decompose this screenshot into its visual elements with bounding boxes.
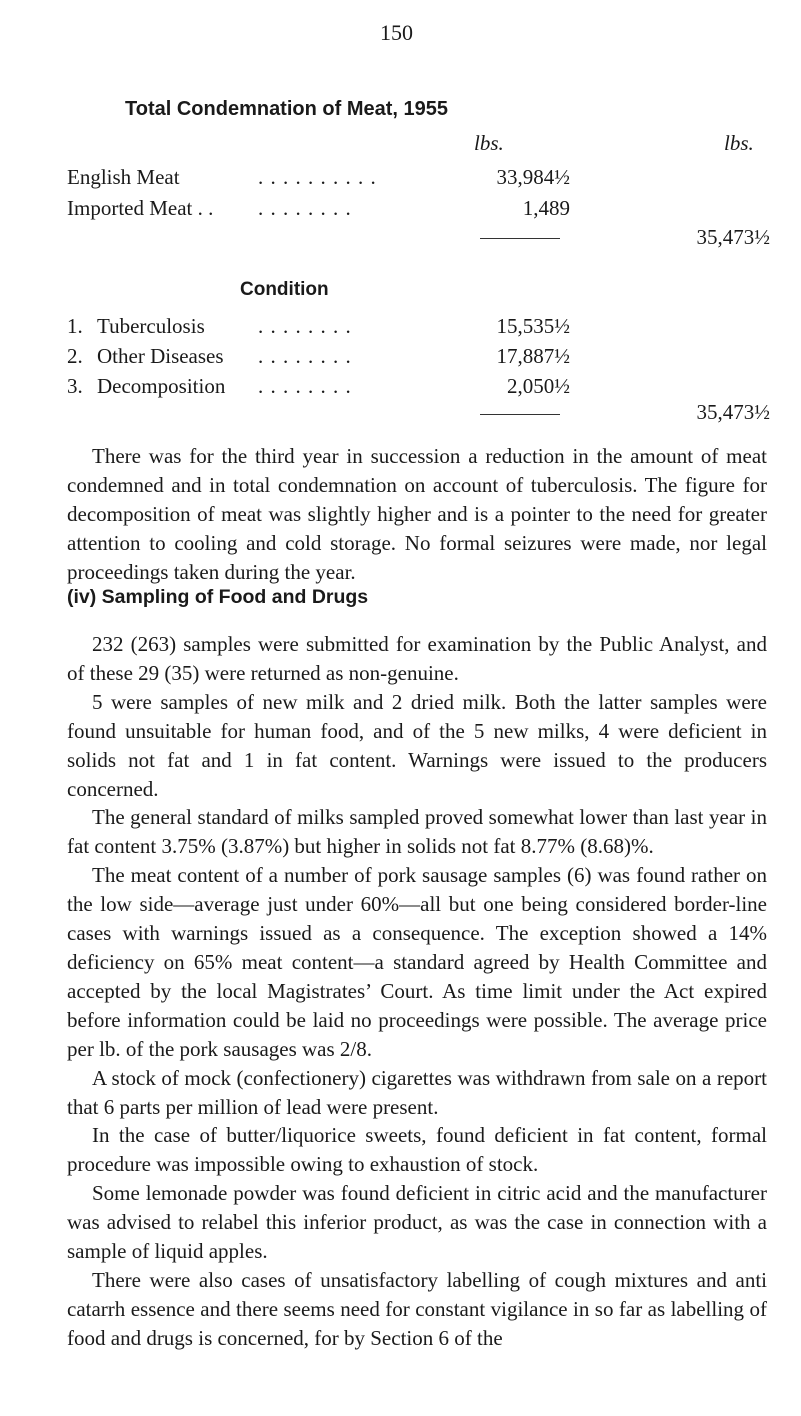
row-value-imported-meat: 1,489 xyxy=(522,196,570,220)
table-title: Total Condemnation of Meat, 1955 xyxy=(125,98,448,120)
condition-num-2: 2. xyxy=(67,344,83,368)
condition-label-decomposition: Decomposition xyxy=(97,374,226,398)
condition-heading: Condition xyxy=(240,279,329,300)
condition-value-other-diseases: 17,887½ xyxy=(496,344,570,368)
subtotal-rule xyxy=(480,238,560,239)
sampling-paragraph: Some lemonade powder was found deficient in citric acid and the manufacturer was advised to relabel this inferior product, as was the case in connection with a sample of liquid apples. xyxy=(67,1181,767,1264)
sampling-paragraph: The general standard of milks sampled proved somewhat lower than last year in fat content 3.75% (3.87%) but higher in solids not fat 8.77% (8.68)%. xyxy=(67,805,767,859)
row-label-english-meat: English Meat xyxy=(67,165,180,189)
row-dots-imported-meat: . . . . . . . . xyxy=(258,196,352,220)
sampling-paragraph: There were also cases of unsatisfactory labelling of cough mixtures and anti catarrh essence and there seems need for constant vigilance in so far as labelling of food and drugs is concerned, for by Section 6 of the xyxy=(67,1267,767,1350)
unit-header-lbs-2: lbs. xyxy=(724,131,754,155)
sampling-paragraph: 5 were samples of new milk and 2 dried milk. Both the latter samples were found unsuitable for human food, and of the 5 new milks, 4 were deficient in solids not fat and 1 in fat content. Warnings were issued to the producers concerned. xyxy=(67,689,767,801)
condition-label-tuberculosis: Tuberculosis xyxy=(97,314,205,338)
section-heading: (iv) Sampling of Food and Drugs xyxy=(67,586,369,608)
condition-subtotal-rule xyxy=(480,414,560,415)
condition-value-decomposition: 2,050½ xyxy=(507,374,570,398)
row-label-imported-meat: Imported Meat . . xyxy=(67,196,214,220)
page-number: 150 xyxy=(380,20,413,45)
sampling-paragraph: 232 (263) samples were submitted for examination by the Public Analyst, and of these 29 (35) were returned as non-genuine. xyxy=(67,632,767,685)
condition-dots-3: . . . . . . . . xyxy=(258,374,352,398)
condition-dots-1: . . . . . . . . xyxy=(258,314,352,338)
condition-value-tuberculosis: 15,535½ xyxy=(496,314,570,338)
row-dots-english-meat: . . . . . . . . . . xyxy=(258,165,377,189)
condition-total: 35,473½ xyxy=(696,400,770,424)
sampling-paragraph: A stock of mock (confectionery) cigarettes was withdrawn from sale on a report that 6 parts per million of lead were present. xyxy=(67,1065,767,1119)
meat-paragraph: There was for the third year in succession a reduction in the amount of meat condemned and in total condemnation on account of tuberculosis. The figure for decomposition of meat was slightly higher and is a pointer to the need for greater attention to cooling and cold storage. No formal seizures were made, nor legal proceedings taken during the year. xyxy=(67,444,767,584)
sampling-body xyxy=(67,630,767,1353)
meat-paragraph-block xyxy=(67,442,767,587)
condition-dots-2: . . . . . . . . xyxy=(258,344,352,368)
sampling-paragraph: The meat content of a number of pork sausage samples (6) was found rather on the low side—average just under 60%—all but one being considered border-line cases with warnings issued as a consequence. The exception showed a 14% deficiency on 65% meat content—a standard agreed by Health Committee and accepted by the local Magistrates’ Court. As time limit under the Act expired before information could be laid no proceedings were possible. The average price per lb. of the pork sausages was 2/8. xyxy=(67,863,767,1061)
meat-total: 35,473½ xyxy=(696,225,770,249)
condition-num-1: 1. xyxy=(67,314,83,338)
sampling-paragraph: In the case of butter/liquorice sweets, found deficient in fat content, formal procedure was impossible owing to exhaustion of stock. xyxy=(67,1123,767,1177)
condition-num-3: 3. xyxy=(67,374,83,398)
unit-header-lbs-1: lbs. xyxy=(474,131,504,155)
row-value-english-meat: 33,984½ xyxy=(496,165,570,189)
condition-label-other-diseases: Other Diseases xyxy=(97,344,224,368)
